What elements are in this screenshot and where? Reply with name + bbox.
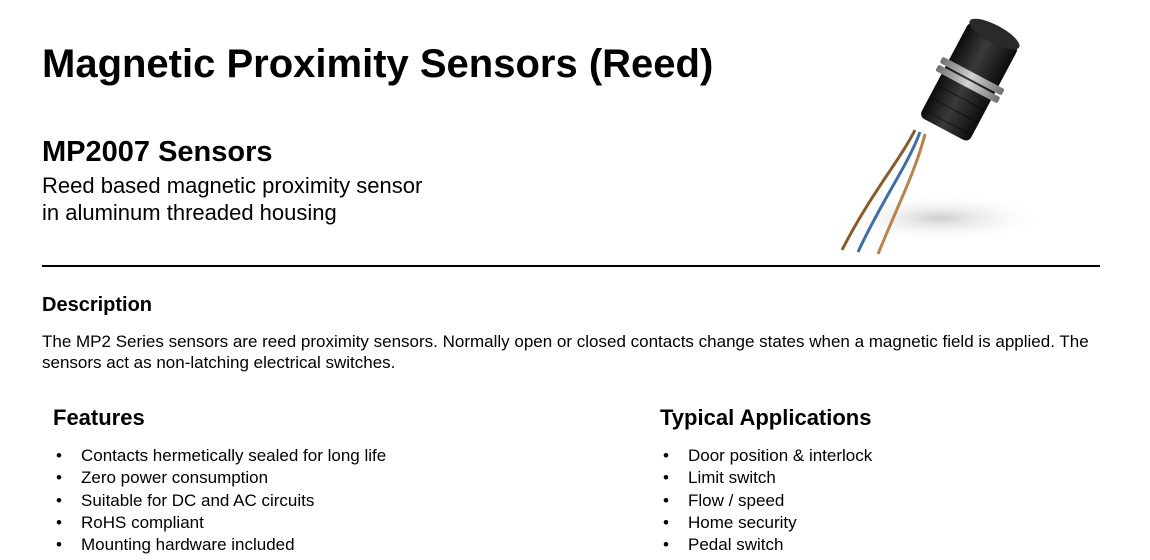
header-divider (42, 265, 1100, 267)
bullet-icon: • (56, 468, 62, 488)
bullet-icon: • (56, 490, 62, 510)
bullet-icon: • (56, 512, 62, 532)
list-item (53, 534, 386, 556)
application-label: Flow / speed (688, 490, 785, 510)
bullet-icon: • (56, 446, 62, 465)
bullet-icon: • (663, 512, 669, 532)
bullet-icon: • (56, 535, 62, 555)
feature-label: Suitable for DC and AC circuits (81, 490, 315, 510)
subtitle-line-2: in aluminum threaded housing (42, 200, 337, 225)
feature-label: Mounting hardware included (81, 535, 295, 555)
list-item (53, 490, 386, 512)
application-label: Pedal switch (688, 535, 784, 555)
bullet-icon: • (663, 490, 669, 510)
list-item (660, 534, 872, 556)
list-item (53, 512, 386, 534)
bullet-icon: • (663, 446, 669, 465)
product-subtitle (42, 172, 422, 226)
description-heading: Description (42, 294, 153, 316)
reed-sensor-image (820, 10, 1070, 260)
feature-label: RoHS compliant (81, 512, 204, 532)
features-heading: Features (53, 405, 145, 430)
list-item (660, 490, 872, 512)
feature-label: Zero power consumption (81, 468, 269, 488)
applications-list (660, 445, 872, 556)
subtitle-line-1: Reed based magnetic proximity sensor (42, 173, 423, 198)
bullet-icon: • (663, 535, 669, 555)
list-item (660, 512, 872, 534)
description-text: The MP2 Series sensors are reed proximity sensors. Normally open or closed contacts change states when a magnetic field is applied. The sensors act as non-latching electrical switches. (42, 332, 1089, 372)
list-item (53, 467, 386, 489)
applications-heading: Typical Applications (660, 405, 872, 430)
feature-label: Contacts hermetically sealed for long life (81, 446, 387, 465)
bullet-icon: • (663, 468, 669, 488)
product-name: MP2007 Sensors (42, 136, 273, 168)
features-list (53, 445, 386, 556)
page-title: Magnetic Proximity Sensors (Reed) (42, 42, 714, 86)
application-label: Door position & interlock (688, 446, 873, 465)
list-item (660, 445, 872, 467)
list-item (53, 445, 386, 467)
application-label: Limit switch (688, 468, 776, 488)
application-label: Home security (688, 512, 797, 532)
list-item (660, 467, 872, 489)
